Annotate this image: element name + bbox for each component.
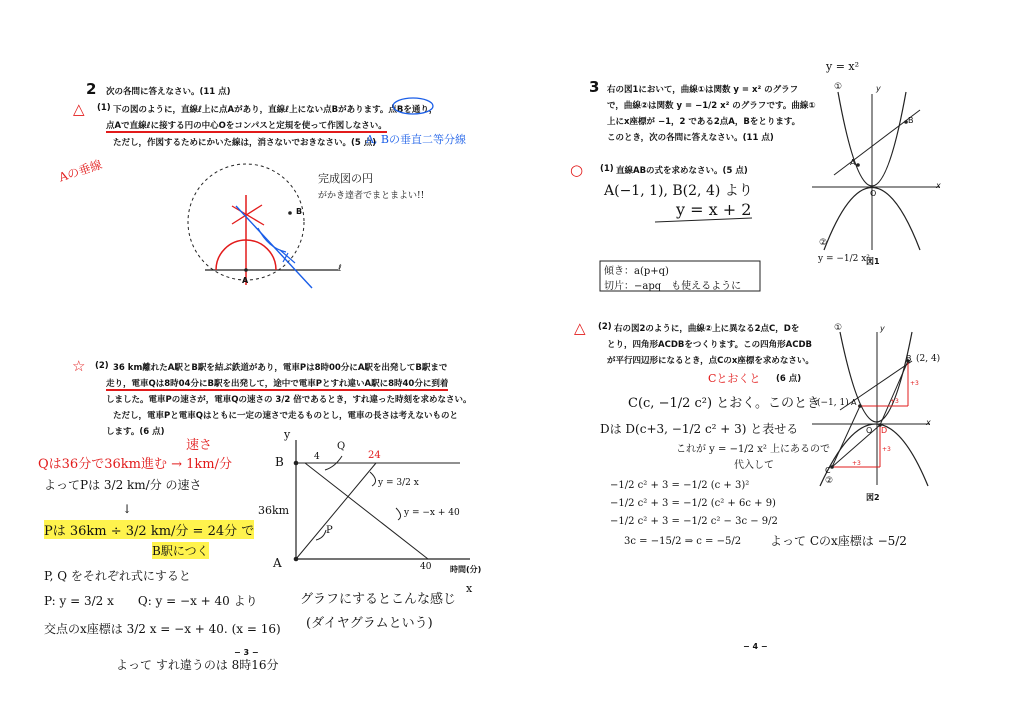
q3-2-line3: が平行四辺形になるとき，点Cのx座標を求めなさい。 [607, 356, 814, 366]
q3-1-box1: 傾き：a(p+q) [604, 266, 669, 277]
q3-line1: 右の図1において，曲線①は関数 y = x² のグラフ [607, 85, 799, 95]
fig2-y: y [880, 324, 885, 333]
question-3-number: 3 [589, 78, 600, 96]
q3-2-hw9: よって Cのx座標は −5/2 [770, 534, 907, 548]
right-page-number: − 4 − [743, 642, 768, 651]
graph-xlabel: 時間(分) [450, 565, 482, 574]
q3-2-hw4: 代入して [734, 460, 774, 471]
fig1-B: B [908, 116, 914, 125]
q2-2-line2: 走り，電車Qは8時04分にB駅を出発して，途中で電車Pとすれ違いA駅に8時40分に到着 [106, 379, 449, 389]
fig1-hw-bottom: y = −1/2 x² [818, 254, 870, 264]
q2-2-number: (2) [95, 361, 109, 371]
triangle-mark-icon-2: △ [574, 319, 586, 337]
note-circle-2: がかき達者でまとまよい!! [318, 191, 425, 201]
graph-40-label: 40 [420, 562, 432, 572]
fig1-curve1: ① [834, 82, 843, 92]
hw-line4: B駅につく [152, 544, 209, 558]
q3-1-number: (1) [600, 164, 614, 174]
note-circle: 完成図の円 [318, 172, 373, 185]
q3-2-points: (6 点) [776, 374, 802, 384]
q3-2-red-note: Cとおくと [708, 372, 761, 385]
fig2-B-coord: (2, 4) [916, 354, 941, 364]
graph-note-1: グラフにするとこんな感じ [300, 592, 457, 607]
q2-2-line3: しました。電車Pの速さが，電車Qの速さの 3/2 倍であるとき，すれ違った時刻を求めなさい。 [106, 395, 472, 405]
graph-eq2: y = −x + 40 [404, 508, 460, 518]
graph-B-label: B [275, 455, 284, 469]
graph-y-label: y [284, 428, 291, 441]
point-A-label: A [242, 276, 249, 285]
fig2-D: D [881, 426, 888, 435]
fig2-O: O [866, 426, 873, 435]
hw-arrow: ↓ [122, 502, 133, 516]
question-2-number: 2 [86, 80, 97, 98]
circle-mark-icon: ○ [570, 161, 584, 179]
q2-2-line1: 36 km離れたA駅とB駅を結ぶ鉄道があり，電車Pは8時00分にA駅を出発してB駅まで [113, 363, 448, 373]
q2-1-line1: 下の図のように，直線ℓ上に点Aがあり，直線ℓ上にない点Bがあります。点Bを通り， [113, 105, 438, 115]
hw-line5: P, Q をそれぞれ式にすると [44, 569, 191, 583]
q3-line2: で，曲線②は関数 y = −1/2 x² のグラフです。曲線① [607, 101, 816, 111]
q2-1-number: (1) [97, 103, 111, 113]
q3-1-hw1: A(−1, 1), B(2, 4) より [604, 183, 753, 199]
q3-1-hw2: y = x + 2 [676, 200, 752, 219]
fig1-y: y [876, 84, 881, 93]
blue-note-bisector: A, Bの垂直二等分線 [366, 133, 467, 146]
star-mark-icon: ☆ [72, 357, 86, 375]
question-2-heading: 次の各問に答えなさい。(11 点) [106, 87, 231, 97]
fig1-curve2: ② [819, 238, 828, 248]
graph-24-label: 24 [368, 450, 381, 461]
q3-2-hw1: C(c, −1/2 c²) とおく。このとき [628, 396, 820, 411]
graph-A-label: A [273, 556, 282, 570]
q3-2-hw2: Dは D(c+3, −1/2 c² + 3) と表せる [600, 422, 799, 436]
q2-1-line3: ただし，作図するためにかいた線は，消さないでおきなさい。(5 点) [113, 138, 377, 148]
q3-1-text: 直線ABの式を求めなさい。(5 点) [616, 166, 748, 176]
graph-4-label: 4 [314, 452, 320, 462]
line-l-label: ℓ [338, 264, 342, 274]
point-B-label: B [296, 207, 303, 216]
graph-eq1: y = 3/2 x [378, 478, 419, 488]
red-note-perpendicular: Aの垂線 [57, 157, 104, 185]
fig2-C: C [825, 466, 831, 475]
fig2-plus3-a: +3 [890, 398, 899, 405]
fig1-x: x [936, 181, 941, 190]
fig2-label: 図2 [866, 493, 880, 502]
hw-line1: Qは36分で36km進む → 1km/分 [38, 457, 232, 472]
fig2-curve1: ① [834, 323, 843, 333]
q3-1-box2: 切片：−apq も使えるように [604, 281, 742, 292]
left-page-number: − 3 − [234, 648, 259, 657]
fig1-label: 図1 [866, 257, 880, 266]
fig2-A: A [851, 398, 857, 407]
fig2-x: x [926, 418, 931, 427]
fig1-A: A [850, 158, 856, 167]
hw-red-speed: 速さ [186, 438, 213, 453]
graph-Q-label: Q [337, 441, 346, 452]
hw-line3: Pは 36km ÷ 3/2 km/分 = 24分 で [44, 520, 254, 539]
graph-P-label: P [326, 525, 333, 536]
q2-2-line4: ただし，電車Pと電車Qはともに一定の速さで走るものとし，電車の長さは考えないものと [113, 411, 458, 421]
q3-line3: 上にx座標が −1，2 である2点A，Bをとります。 [607, 117, 801, 127]
fig2-B: B [906, 354, 912, 363]
fig2-A-coord: (−1, 1) [817, 398, 849, 408]
q3-2-hw3: これが y = −1/2 x² 上にあるので [676, 444, 831, 455]
hw-line2: よってPは 3/2 km/分 の速さ [44, 478, 202, 492]
q3-2-hw6: −1/2 c² + 3 = −1/2 (c² + 6c + 9) [610, 498, 776, 509]
hw-line6: P: y = 3/2 x Q: y = −x + 40 より [44, 594, 258, 608]
q3-line4: このとき，次の各問に答えなさい。(11 点) [607, 133, 774, 143]
graph-36km-label: 36km [258, 504, 290, 517]
fig2-plus3-d: +3 [882, 446, 891, 453]
q3-2-line2: とり，四角形ACDBをつくります。この四角形ACDB [607, 340, 813, 350]
q3-2-hw5: −1/2 c² + 3 = −1/2 (c + 3)² [610, 480, 750, 491]
fig2-curve2: ② [825, 476, 834, 486]
q3-2-hw7: −1/2 c² + 3 = −1/2 c² − 3c − 9/2 [610, 516, 778, 527]
fig1-hw-top: y = x² [826, 60, 860, 73]
hw-line7: 交点のx座標は 3/2 x = −x + 40. (x = 16) [44, 622, 281, 636]
fig1-O: O [870, 189, 877, 198]
hw-line8: よって すれ違うのは 8時16分 [116, 658, 279, 672]
fig2-plus3-b: +3 [910, 380, 919, 387]
graph-note-2: (ダイヤグラムという) [306, 616, 433, 631]
graph-x-label: x [466, 582, 473, 595]
q2-2-line5: します。(6 点) [106, 427, 165, 437]
fig2-plus3-c: +3 [852, 460, 861, 467]
q3-2-line1: 右の図2のように，曲線②上に異なる2点C，Dを [614, 324, 800, 334]
q3-2-hw8: 3c = −15/2 ⇒ c = −5/2 [624, 536, 742, 547]
q3-2-number: (2) [598, 322, 612, 332]
triangle-mark-icon: △ [73, 100, 85, 118]
q2-1-line2: 点Aで直線ℓに接する円の中心Oをコンパスと定規を使って作図しなさい。 [106, 121, 387, 131]
